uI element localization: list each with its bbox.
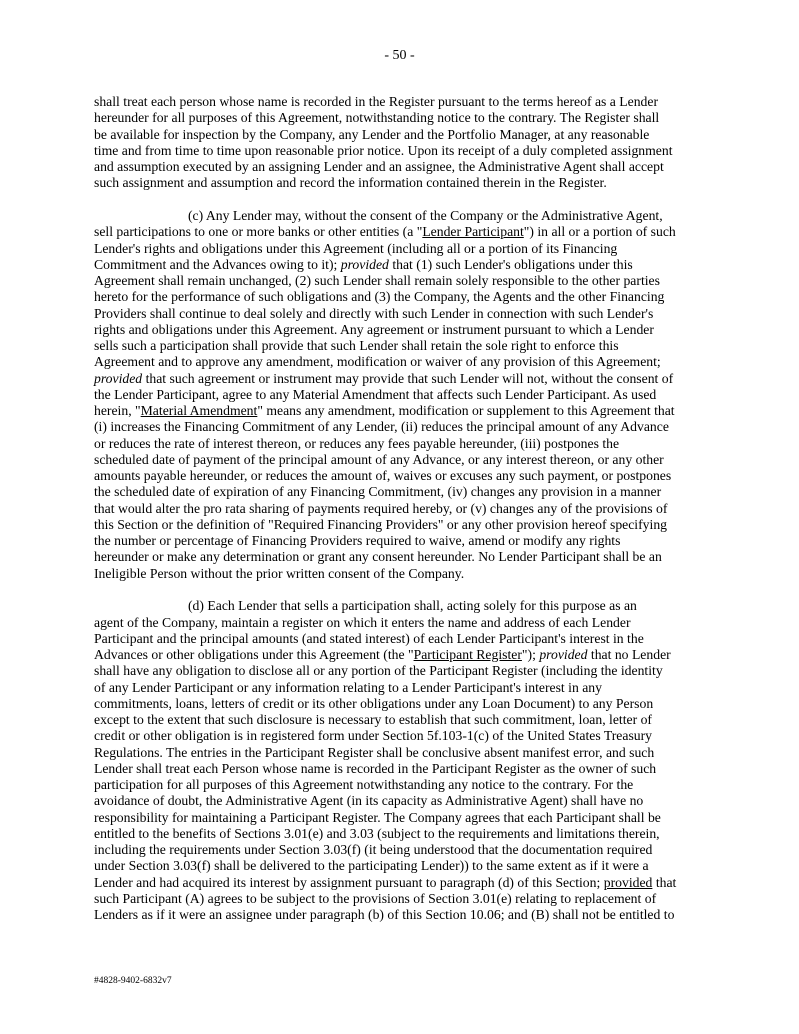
text-line: hereunder for all purposes of this Agreement, notwithstanding notice to the contrary. The Register shall [94,110,660,126]
text-line: Agreement shall remain unchanged, (2) such Lender shall remain solely responsible to the other parties [94,273,660,288]
text-line: sells such a participation shall provide that such Lender shall retain the sole right to enforce this [94,338,619,353]
text-line: the scheduled date of expiration of any Financing Commitment, (iv) changes any provision in a manner [94,484,662,500]
text-line: under Section 3.03(f) shall be delivered to the participating Lender)) to the same extent as if it were a [94,858,649,874]
text-line: Regulations. The entries in the Participant Register shall be conclusive absent manifest error, and such [94,744,655,760]
paragraph [94,94,714,192]
text-line: this Section or the definition of "Required Financing Providers" or any other provision hereof specifying [94,516,668,532]
text-line: Agreement and to approve any amendment, modification or waiver of any provision of this Agreement; [94,354,661,370]
text-line: Lenders as if it were an assignee under paragraph (b) of this Section 10.06; and (B) shall not be entitled to [94,907,675,922]
document-body [94,94,714,923]
paragraph [94,598,714,923]
text-line: that would alter the pro rata sharing of payments required hereby, or (v) changes any of the provisions of [94,500,668,516]
text-line: or reduces the rate of interest thereon, or reduces any fees payable hereunder, (iii) postpones the [94,435,620,451]
text-line: Lender shall treat each Person whose name is recorded in the Participant Register as the owner of such [94,760,657,776]
text-line: the Lender Participant, agree to any Material Amendment that affects such Lender Participant. As used [94,386,657,402]
text-line: hereto for the performance of such obligations and (3) the Company, the Agents and the other Financing [94,289,665,305]
text-line: time and from time to time upon reasonable prior notice. Upon its receipt of a duly completed assignment [94,142,673,158]
text-line: shall treat each person whose name is recorded in the Register pursuant to the terms hereof as a Lender [94,94,659,109]
text-line: such assignment and assumption and record the information contained therein in the Register. [94,175,607,191]
text-line: (c) Any Lender may, without the consent of the Company or the Administrative Agent, [188,208,663,223]
text-line: responsibility for maintaining a Participant Register. The Company agrees that each Participant shall be [94,809,661,825]
text-line: participation for all purposes of this Agreement notwithstanding any notice to the contrary. For the [94,777,634,792]
text-line: scheduled date of payment of the principal amount of any Advance, or any interest thereon, or any other [94,451,664,467]
text-line: Advances or other obligations under this Agreement (the "Participant Register"); provided that no Lender [94,647,671,662]
document-id-footer: #4828-9402-6832v7 [94,976,172,986]
text-line: of any Lender Participant or any information relating to a Lender Participant's interest in any [94,679,602,695]
text-line: herein, "Material Amendment" means any amendment, modification or supplement to this Agreement that [94,403,675,418]
text-line: (d) Each Lender that sells a participation shall, acting solely for this purpose as an [188,598,637,614]
text-line: including the requirements under Section 3.03(f) (it being understood that the documentation required [94,842,653,857]
text-line: the number or percentage of Financing Providers required to waive, amend or modify any rights [94,533,621,548]
text-line: shall have any obligation to disclose all or any portion of the Participant Register (including the identity [94,663,663,679]
text-line: commitments, loans, letters of credit or its other obligations under any Loan Document) to any Person [94,695,654,711]
text-line: agent of the Company, maintain a register on which it enters the name and address of each Lender [94,614,631,630]
text-line: Providers shall continue to deal solely and directly with such Lender in connection with such Lender's [94,305,654,321]
text-line: provided that such agreement or instrument may provide that such Lender will not, without the consent of [94,370,674,386]
text-line: entitled to the benefits of Sections 3.01(e) and 3.03 (subject to the requirements and limitations therein, [94,825,660,841]
paragraph-gap [94,192,714,209]
text-line: (i) increases the Financing Commitment of any Lender, (ii) reduces the principal amount of any Advance [94,419,669,435]
text-line: and assumption executed by an assigning Lender and an assignee, the Administrative Agent shall accept [94,159,664,174]
text-line: avoidance of doubt, the Administrative Agent (in its capacity as Administrative Agent) shall have no [94,793,644,809]
text-line: except to the extent that such disclosure is necessary to establish that such commitment, loan, letter of [94,712,652,727]
paragraph-gap [94,582,714,599]
text-line: credit or other obligation is in registered form under Section 5f.103-1(c) of the United States Treasury [94,728,653,744]
text-line: Commitment and the Advances owing to it); provided that (1) such Lender's obligations under this [94,256,633,272]
paragraph [94,208,714,582]
text-line: such Participant (A) agrees to be subject to the provisions of Section 3.01(e) relating to replacement of [94,890,657,906]
text-line: Lender's rights and obligations under this Agreement (including all or a portion of its Financing [94,240,618,256]
text-line: sell participations to one or more banks or other entities (a "Lender Participant") in all or a portion of such [94,224,676,240]
text-line: be available for inspection by the Company, any Lender and the Portfolio Manager, at any reasonable [94,126,650,142]
text-line: Ineligible Person without the prior written consent of the Company. [94,565,465,581]
text-line: Lender and had acquired its interest by assignment pursuant to paragraph (d) of this Section; provided that [94,874,677,890]
page-number: - 50 - [384,48,415,63]
text-line: hereunder or make any determination or grant any consent hereunder. No Lender Participant shall be an [94,549,662,565]
text-line: rights and obligations under this Agreement. Any agreement or instrument pursuant to which a Lender [94,321,654,337]
text-line: Participant and the principal amounts (and stated interest) of each Lender Participant's interest in the [94,630,644,646]
text-line: amounts payable hereunder, or reduces the amount of, waives or excuses any such payment, or postpones [94,468,672,483]
